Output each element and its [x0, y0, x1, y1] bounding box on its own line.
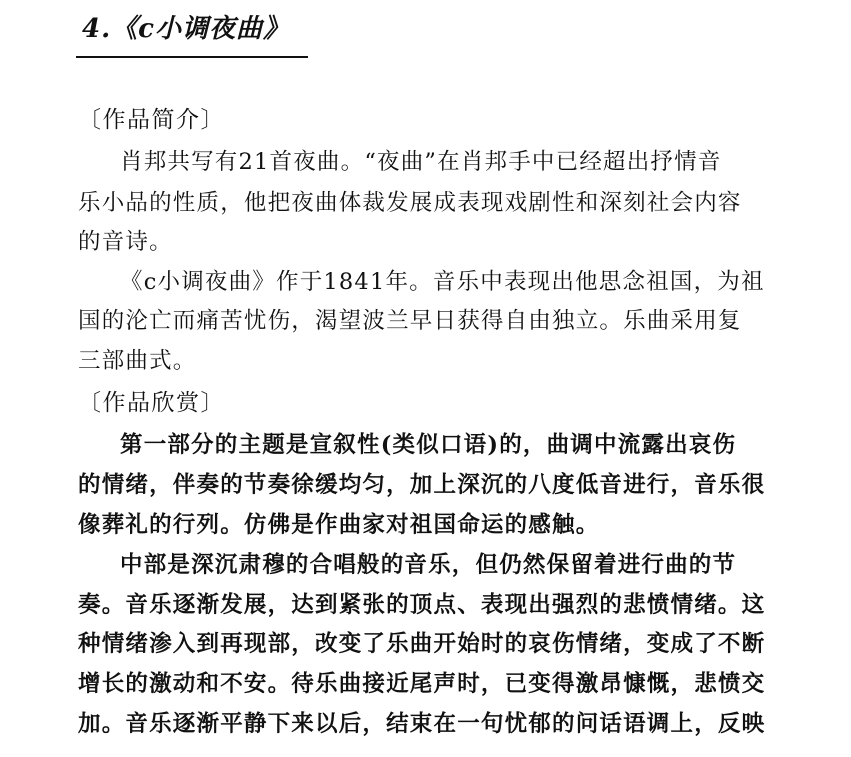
paragraph-line: 肖邦共写有21首夜曲。“夜曲”在肖邦手中已经超出抒情音 [120, 149, 722, 175]
paragraph-line: 第一部分的主题是宣叙性(类似口语)的，曲调中流露出哀伤 [120, 432, 737, 458]
paragraph-line: 增长的激动和不安。待乐曲接近尾声时，已变得激昂慷慨，悲愤交 [78, 671, 766, 697]
paragraph-line: 像葬礼的行列。仿佛是作曲家对祖国命运的感触。 [78, 512, 600, 538]
paragraph-line: 奏。音乐逐渐发展，达到紧张的顶点、表现出强烈的悲愤情绪。这 [78, 592, 766, 618]
title-underline [76, 56, 308, 58]
paragraph-line: 的音诗。 [78, 229, 173, 255]
paragraph-line: 《c小调夜曲》作于1841年。音乐中表现出他思念祖国，为祖 [120, 269, 765, 295]
paragraph-line: 加。音乐逐渐平静下来以后，结束在一句忧郁的问话语调上，反映 [78, 711, 766, 737]
section-heading-intro: 〔作品简介〕 [78, 107, 225, 133]
paragraph-line: 种情绪渗入到再现部，改变了乐曲开始时的哀伤情绪，变成了不断 [78, 631, 766, 657]
section-heading-appreciation: 〔作品欣赏〕 [78, 390, 225, 416]
paragraph-line: 的情绪，伴奏的节奏徐缓均匀，加上深沉的八度低音进行，音乐很 [78, 472, 766, 498]
paragraph-line: 中部是深沉肃穆的合唱般的音乐，但仍然保留着进行曲的节 [120, 552, 737, 578]
paragraph-line: 国的沦亡而痛苦忧伤，渴望波兰早日获得自由独立。乐曲采用复 [78, 308, 742, 334]
page-title: 4.《c小调夜曲》 [82, 14, 290, 44]
paragraph-line: 三部曲式。 [78, 348, 197, 374]
paragraph-line: 乐小品的性质，他把夜曲体裁发展成表现戏剧性和深刻社会内容 [78, 190, 742, 216]
